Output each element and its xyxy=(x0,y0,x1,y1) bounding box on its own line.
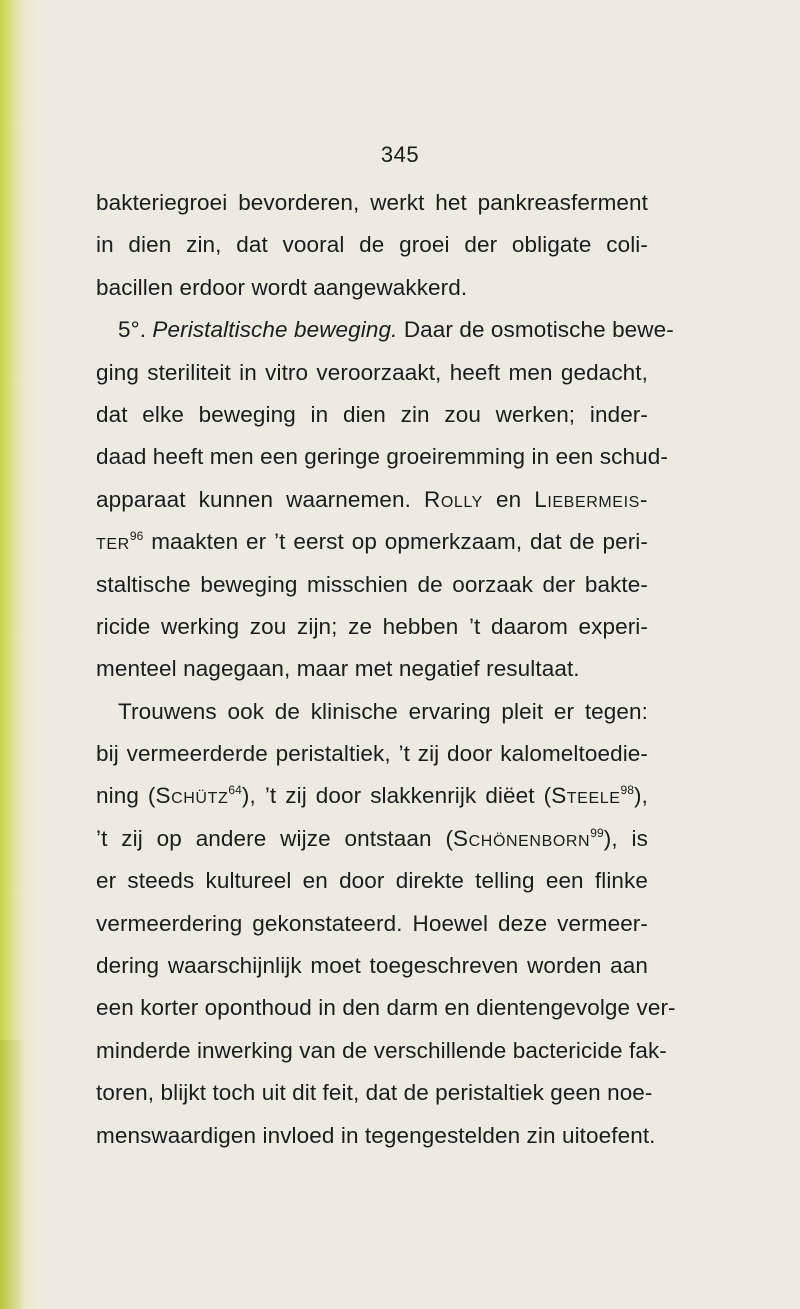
reference-number: 99 xyxy=(590,825,604,840)
text-line xyxy=(96,1030,667,1072)
text-run: daad heeft men een geringe groeiremming in een schud- xyxy=(96,444,668,470)
text-run: menswaardigen invloed in tegengestelden zin uitoefent. xyxy=(96,1122,656,1148)
text-line xyxy=(96,775,648,817)
text-run: minderde inwerking van de verschillende bactericide fak- xyxy=(96,1037,667,1063)
author-name: Liebermeis- xyxy=(534,486,648,512)
text-line xyxy=(96,818,648,860)
text-run: Daar de osmotische bewe- xyxy=(397,317,674,343)
text-run: bakteriegroei bevorderen, werkt het pankreasferment xyxy=(96,190,648,215)
section-number: 5°. xyxy=(118,317,153,343)
text-line xyxy=(96,1072,653,1114)
reference-number: 64 xyxy=(228,783,242,798)
text-run: dat elke beweging in dien zin zou werken; inder- xyxy=(96,401,648,427)
text-line xyxy=(96,394,648,436)
text-line xyxy=(96,564,648,606)
section-heading: Peristaltische beweging. xyxy=(152,317,398,343)
text-run: een korter oponthoud in den darm en dientengevolge ver- xyxy=(96,995,676,1021)
text-run: toren, blijkt toch uit dit feit, dat de peristaltiek geen noe- xyxy=(96,1080,653,1106)
text-line xyxy=(96,479,648,521)
author-name: Rolly xyxy=(423,486,483,512)
text-line xyxy=(96,860,648,902)
text-line xyxy=(96,1115,656,1157)
author-name: Schütz xyxy=(155,783,229,809)
text-run: ging steriliteit in vitro veroorzaakt, heeft men gedacht, xyxy=(96,359,648,385)
text-line xyxy=(96,606,648,648)
text-line xyxy=(96,521,648,563)
text-line xyxy=(96,436,668,478)
text-run: en xyxy=(482,486,535,512)
text-run: bij vermeerderde peristaltiek, ’t zij door kalomeltoedie- xyxy=(96,741,648,767)
text-run: maakten er ’t eerst op opmerkzaam, dat de peri- xyxy=(143,529,648,555)
text-run: ’t zij op andere wijze ontstaan ( xyxy=(96,825,454,851)
text-run: apparaat kunnen waarnemen. xyxy=(96,486,424,512)
text-run: ), ’t zij door slakkenrijk diëet ( xyxy=(241,783,552,809)
text-run: er steeds kultureel en door direkte telling een flinke xyxy=(96,868,648,894)
text-line xyxy=(96,182,648,224)
text-run: ), xyxy=(634,783,648,809)
text-run: Trouwens ook de klinische ervaring pleit er tegen: xyxy=(118,698,648,724)
page-edge-shadow xyxy=(0,1040,24,1309)
author-name: ter xyxy=(96,529,130,555)
text-line xyxy=(96,691,648,733)
body-text xyxy=(96,182,676,1157)
text-run: menteel nagegaan, maar met negatief resultaat. xyxy=(96,656,580,682)
text-run: vermeerdering gekonstateerd. Hoewel deze vermeer- xyxy=(96,910,648,936)
text-line xyxy=(96,224,648,266)
text-line xyxy=(96,352,648,394)
text-line xyxy=(96,309,674,351)
text-run: ricide werking zou zijn; ze hebben ’t daarom experi- xyxy=(96,613,648,639)
text-line xyxy=(96,903,648,945)
author-name: Schönenborn xyxy=(453,825,591,851)
reference-number: 96 xyxy=(129,529,144,544)
text-run: ning ( xyxy=(96,783,156,809)
text-line xyxy=(96,648,648,690)
text-run: dering waarschijnlijk moet toegeschreven worden aan xyxy=(96,953,648,979)
text-line xyxy=(96,733,648,775)
text-line xyxy=(96,945,648,987)
page-number: 345 xyxy=(380,142,420,167)
text-run: ), is xyxy=(603,825,648,851)
text-line xyxy=(96,267,648,309)
reference-number: 98 xyxy=(620,783,635,798)
text-run: in dien zin, dat vooral de groei der obligate coli- xyxy=(96,232,648,258)
text-line xyxy=(96,987,676,1029)
author-name: Steele xyxy=(551,783,621,809)
text-run: bacillen erdoor wordt aangewakkerd. xyxy=(96,274,468,300)
text-run: staltische beweging misschien de oorzaak der bakte- xyxy=(96,571,648,597)
